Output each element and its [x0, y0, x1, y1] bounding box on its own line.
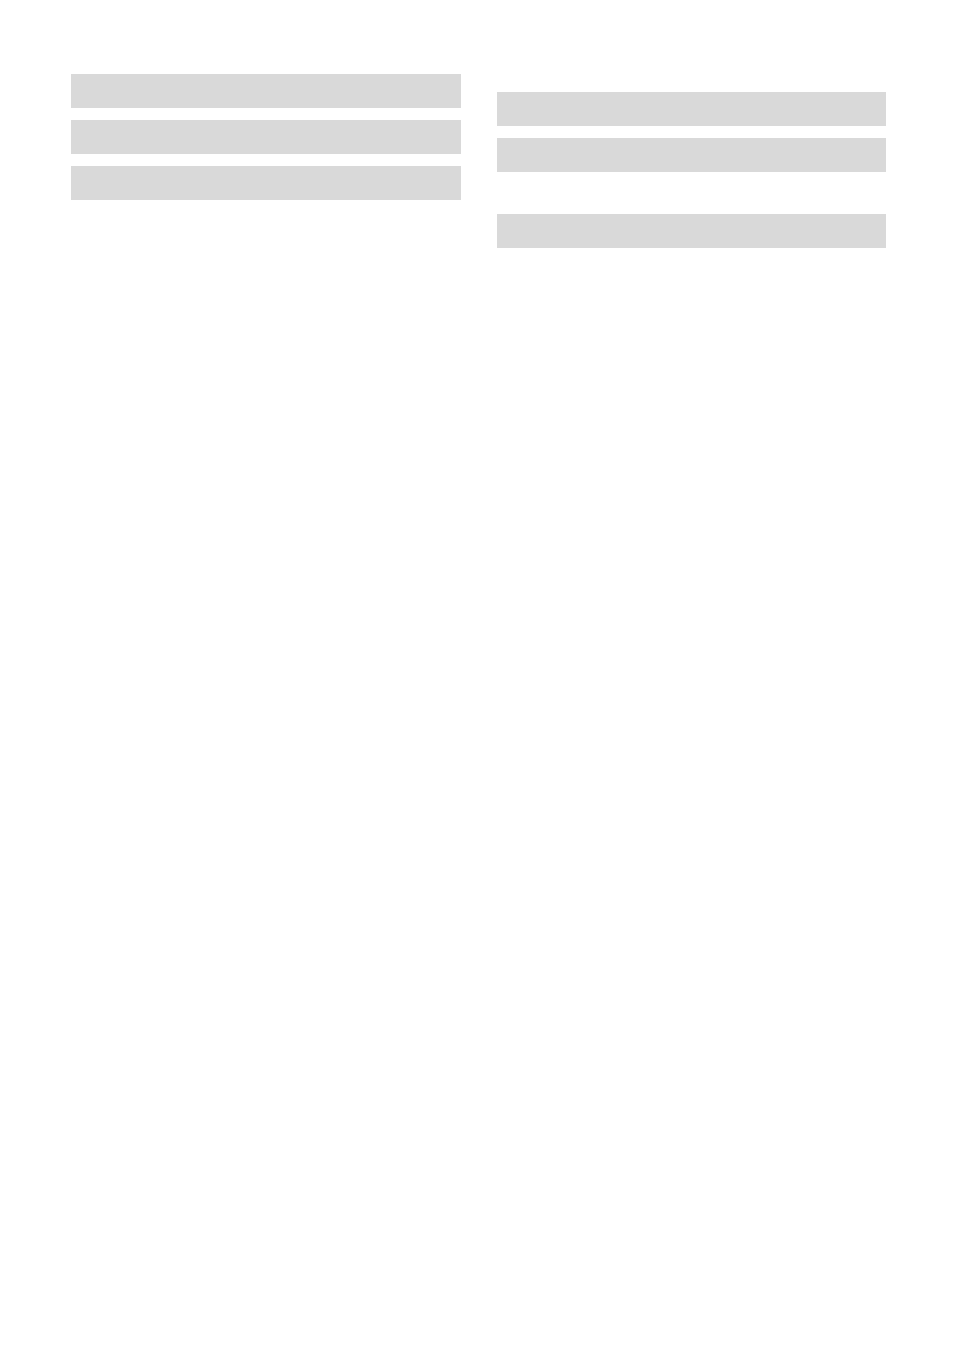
section-heading	[497, 214, 886, 248]
section-heading	[71, 74, 461, 108]
right-column	[497, 64, 886, 260]
warning-label	[497, 184, 886, 204]
warning-label	[71, 240, 461, 260]
section-heading	[71, 166, 461, 200]
section-heading	[497, 138, 886, 172]
warning-triangle-icon	[497, 184, 519, 204]
warning-triangle-icon	[71, 240, 93, 260]
warning-label	[497, 62, 886, 82]
section-heading	[71, 120, 461, 154]
left-column	[71, 64, 461, 262]
warning-triangle-icon	[497, 62, 519, 82]
warning-label	[71, 212, 461, 232]
section-heading	[497, 92, 886, 126]
warning-triangle-icon	[71, 212, 93, 232]
